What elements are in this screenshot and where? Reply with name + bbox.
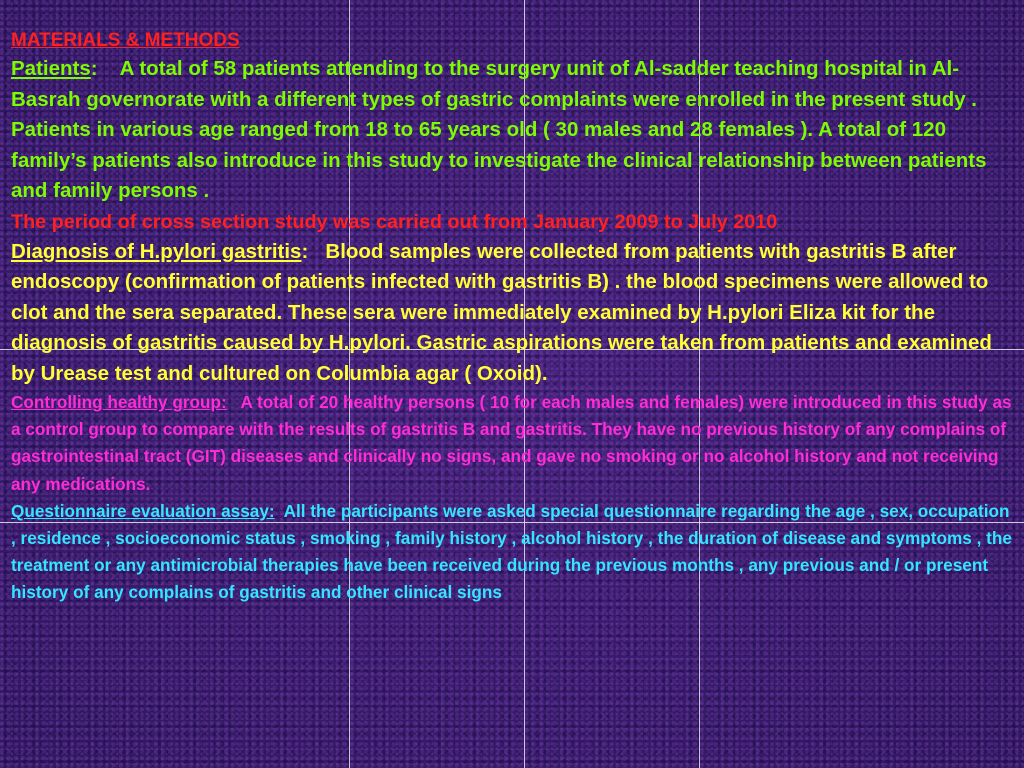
questionnaire-text: All the participants were asked special questionnaire regarding the age , sex, occupation , residence , socioeconomic status , smoking , family history , alcohol history , the duration of disease and symptoms , the treatment or any antimicrobial therapies have been received during the previous months , any previous and / or present history of any complains of gastritis and other clinical signs [11,500,1012,603]
questionnaire-paragraph [11,498,1016,607]
period-statement: The period of cross section study was carried out from January 2009 to July 2010 [11,210,778,233]
diagnosis-colon: : [301,239,309,263]
diagnosis-paragraph [11,237,1016,390]
questionnaire-label: Questionnaire evaluation assay: [11,500,275,521]
patients-colon: : [90,57,98,80]
diagnosis-text: Blood samples were collected from patients with gastritis B after endoscopy (confirmation of patients infected with gastritis B) . the blood specimens were allowed to clot and the sera separated. These sera were immediately examined by H.pylori Eliza kit for the diagnosis of gastritis caused by H.pylori. Gastric aspirations were taken from patients and examined by Urease test and cultured on Columbia agar ( Oxoid). [11,239,992,385]
controlling-text: A total of 20 healthy persons ( 10 for each males and females) were introduced in this study as a control group to compare with the results of gastritis B and gastritis. They have no previous history of any complains of gastrointestinal tract (GIT) diseases and clinically no signs, and gave no smoking or no alcohol history and not receiving any medications. [11,392,1012,494]
section-heading: MATERIALS & METHODS [11,30,240,51]
patients-label: Patients [11,57,91,80]
patients-text: A total of 58 patients attending to the surgery unit of Al-sadder teaching hospital in Al-Basrah governorate with a different types of gastric complaints were enrolled in the present study . Patients in various age ranged from 18 to 65 years old ( 30 males and 28 females ). A total of 120 family’s patients also introduce in this study to investigate the clinical relationship between patients and family persons . [11,57,987,202]
controlling-paragraph [11,389,1016,498]
controlling-label: Controlling healthy group: [11,392,227,412]
patients-paragraph [11,54,1016,207]
diagnosis-label: Diagnosis of H.pylori gastritis [11,239,302,263]
slide-content [11,27,1016,607]
